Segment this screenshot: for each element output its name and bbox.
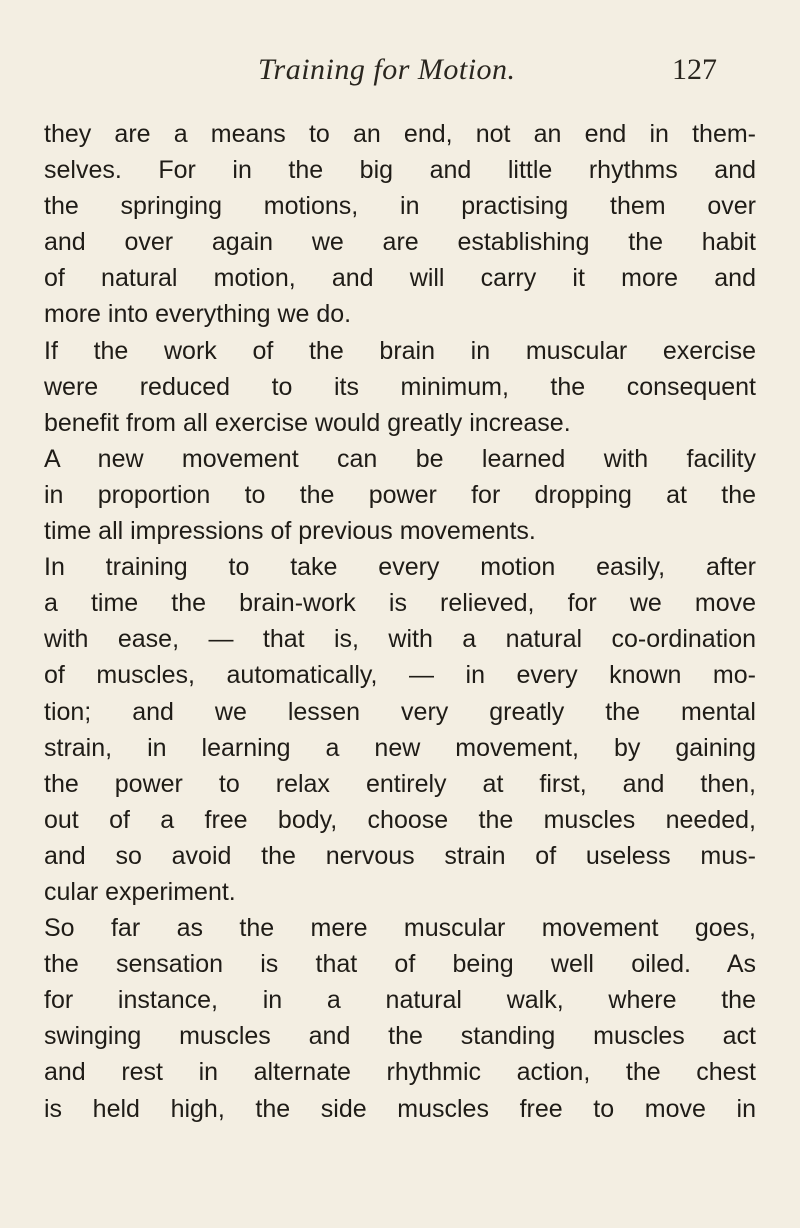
text-line: and so avoid the nervous strain of useless mus- [44,841,756,870]
text-line: out of a free body, choose the muscles needed, [44,805,756,834]
text-line: A new movement can be learned with facility [44,444,756,473]
text-line: were reduced to its minimum, the consequent [44,372,756,401]
text-line: strain, in learning a new movement, by gaining [44,733,756,762]
text-line: benefit from all exercise would greatly increase. [44,408,571,437]
text-line: a time the brain-work is relieved, for we move [44,589,756,618]
text-line: swinging muscles and the standing muscles act [44,1022,756,1051]
text-line: with ease, — that is, with a natural co-ordination [44,625,756,654]
text-line: is held high, the side muscles free to move in [44,1094,756,1123]
text-line: the springing motions, in practising them over [44,192,756,221]
text-line: the sensation is that of being well oiled. As [44,950,756,979]
text-line: in proportion to the power for dropping at the [44,480,756,509]
text-line: In training to take every motion easily, after [44,553,756,582]
text-line: So far as the mere muscular movement goes, [44,914,756,943]
text-line: time all impressions of previous movements. [44,517,536,546]
text-line: tion; and we lessen very greatly the mental [44,697,756,726]
running-head [0,50,800,90]
text-line: the power to relax entirely at first, and then, [44,769,756,798]
text-line: more into everything we do. [44,300,352,329]
text-line: and rest in alternate rhythmic action, the chest [44,1058,756,1087]
text-line: If the work of the brain in muscular exercise [44,336,756,365]
running-title: Training for Motion. [258,53,516,86]
text-line: of muscles, automatically, — in every known mo- [44,661,756,690]
text-line: for instance, in a natural walk, where the [44,986,756,1015]
text-line: selves. For in the big and little rhythms and [44,156,756,185]
text-line: cular experiment. [44,877,236,906]
text-line: of natural motion, and will carry it more and [44,264,756,293]
page-number: 127 [672,53,717,86]
text-line: they are a means to an end, not an end in them- [44,120,756,148]
text-line: and over again we are establishing the habit [44,228,756,257]
body-text [44,116,756,1127]
